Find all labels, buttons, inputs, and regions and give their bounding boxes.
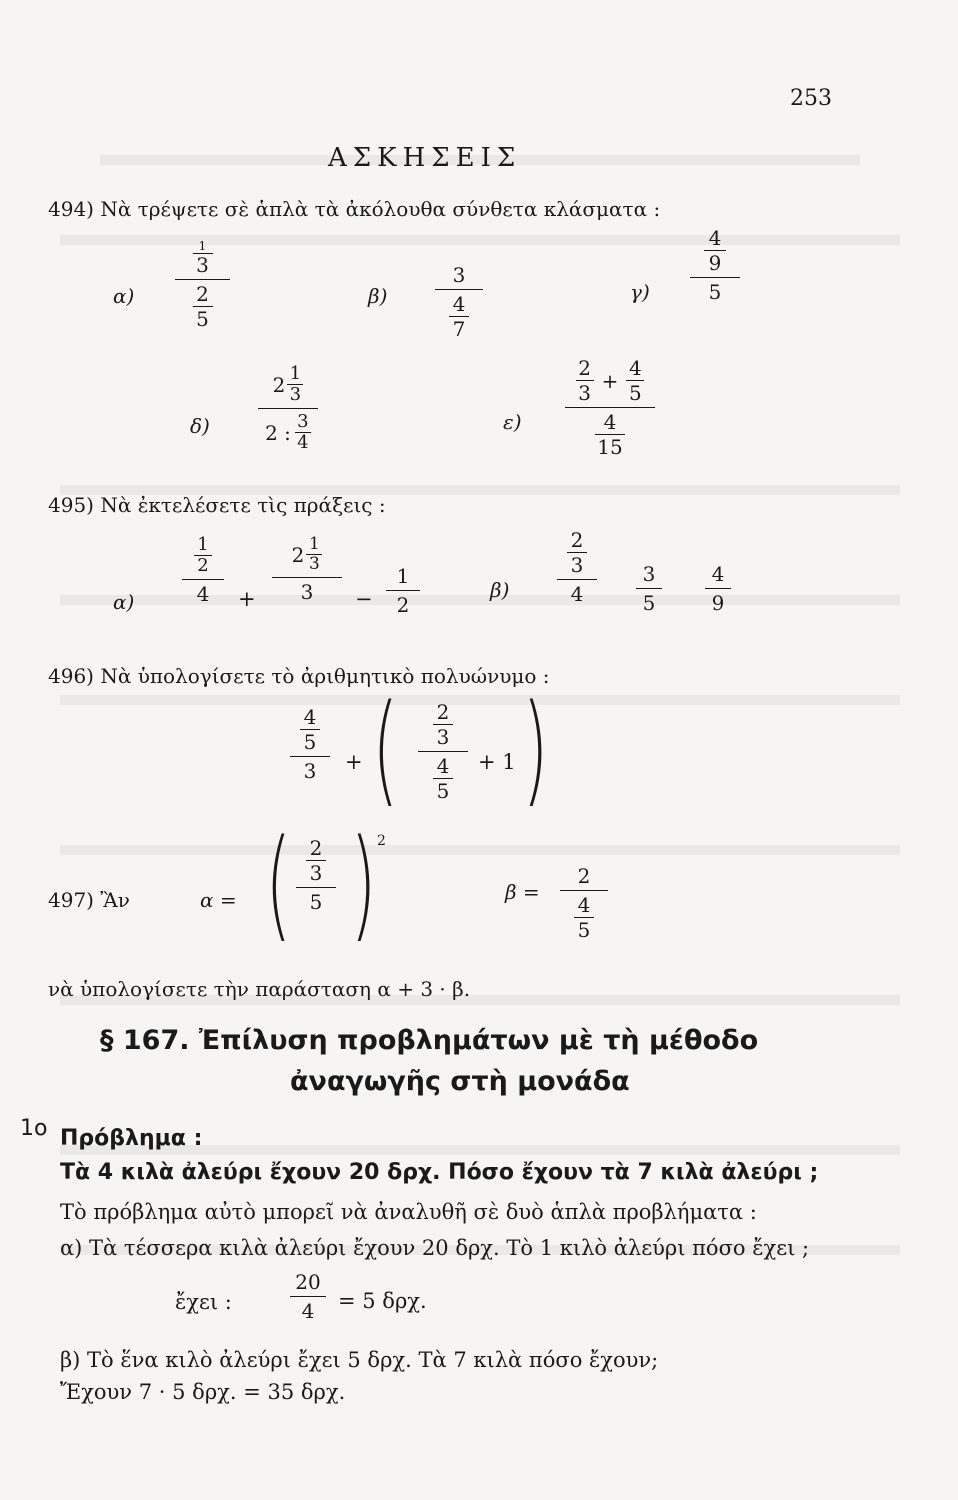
den: 2 [396, 593, 410, 617]
num: 3 [297, 411, 309, 432]
num: 1 [308, 534, 320, 554]
den: 5 [629, 381, 642, 405]
right-paren: ) [350, 815, 377, 954]
num: 2 [577, 864, 591, 888]
problem-number: 1ο [20, 1116, 48, 1141]
den: 4 [196, 582, 210, 606]
right-paren: ) [522, 680, 549, 819]
problem-statement: Τὰ 4 κιλὰ ἀλεύρι ἔχουν 20 δρχ. Πόσο ἔχουν τὰ 7 κιλὰ ἀλεύρι ; [60, 1160, 819, 1185]
den2: 7 [452, 317, 466, 341]
item-b-label: β) [490, 578, 510, 602]
fraction-495a2 [272, 536, 342, 602]
fraction-496-left [290, 707, 330, 781]
result-b: Ἔχουν 7 · 5 δρχ. = 35 δρχ. [60, 1380, 346, 1404]
alpha-equals: α = [200, 888, 237, 912]
num: 2 [570, 528, 584, 552]
fraction-494b [435, 265, 483, 339]
den: 3 [289, 384, 302, 405]
problem-intro: Τὸ πρόβλημα αὐτὸ μπορεῖ νὰ ἀναλυθῆ σὲ δυὸ ἁπλὰ προβλήματα : [60, 1200, 757, 1224]
num2: 5 [303, 730, 317, 754]
fraction-494c [690, 228, 740, 302]
den2: 5 [436, 779, 450, 803]
den2: 5 [196, 307, 209, 331]
num2: 3 [570, 553, 584, 577]
num: 3 [642, 562, 656, 586]
exponent: 2 [377, 833, 386, 849]
exercise-495-label: 495) Νὰ ἐκτελέσετε τὶς πράξεις : [48, 493, 386, 517]
item-a-label: α) [113, 590, 135, 614]
item-c-label: γ) [630, 280, 650, 304]
den: 4 [577, 893, 591, 917]
den: 15 [597, 435, 623, 459]
den: 3 [303, 759, 317, 783]
fraction-497-alpha [296, 838, 336, 912]
num: 4 [603, 410, 617, 434]
fraction-495a3 [386, 566, 420, 615]
num2: 3 [196, 253, 209, 277]
fraction-495b1 [557, 530, 597, 604]
den: 5 [309, 890, 323, 914]
fraction-497-beta [560, 866, 608, 940]
num: 1 [197, 534, 209, 555]
fraction-496-inner [418, 702, 468, 801]
den: 4 [301, 1299, 315, 1323]
plus-one: + 1 [478, 750, 516, 774]
beta-equals: β = [505, 880, 540, 904]
has-label: ἔχει : [175, 1290, 232, 1314]
den: 4 [297, 432, 309, 453]
section-title-line1: § 167. Ἐπίλυση προβλημάτων μὲ τὴ μέθοδο [100, 1025, 759, 1056]
num2: 3 [309, 861, 323, 885]
den: 3 [578, 381, 591, 405]
whole: 2 [272, 372, 286, 397]
plus-sign: + [345, 750, 363, 774]
left-paren: ( [372, 680, 399, 819]
num: 3 [452, 263, 466, 287]
den: 4 [570, 582, 584, 606]
den: 9 [711, 591, 725, 615]
num: 1 [289, 363, 302, 384]
num: 2 [309, 836, 323, 860]
item-a-label: α) [113, 284, 135, 308]
num: 1 [396, 564, 410, 588]
plus: + [601, 368, 619, 393]
fraction-495b3 [705, 564, 731, 613]
den: 3 [308, 554, 320, 574]
fraction-494e [565, 358, 655, 457]
item-d-label: δ) [190, 414, 210, 438]
fraction-494a [175, 240, 230, 329]
fraction-495a1 [182, 536, 224, 604]
num: 1 [198, 239, 207, 253]
den: 5 [708, 280, 722, 304]
divide: 2 : [265, 420, 291, 445]
result-a: = 5 δρχ. [338, 1289, 427, 1313]
fraction-495b2 [636, 564, 662, 613]
item-b-label: β) [368, 284, 388, 308]
page-number: 253 [790, 86, 832, 111]
problem-step-a: α) Τὰ τέσσερα κιλὰ ἀλεύρι ἔχουν 20 δρχ. Τὸ 1 κιλὸ ἀλεύρι πόσο ἔχει ; [60, 1236, 810, 1260]
exercise-496-label: 496) Νὰ ὑπολογίσετε τὸ ἀριθμητικὸ πολυώνυμο : [48, 664, 550, 688]
num: 4 [708, 226, 722, 250]
exercises-heading: ΑΣΚΗΣΕΙΣ [328, 143, 522, 173]
whole: 2 [291, 542, 305, 567]
num: 4 [629, 356, 642, 380]
plus-sign: + [238, 587, 256, 611]
problem-step-b: β) Τὸ ἕνα κιλὸ ἀλεύρι ἔχει 5 δρχ. Τὰ 7 κιλὰ πόσο ἔχουν; [60, 1348, 659, 1372]
fraction-494d [258, 365, 318, 452]
exercise-497-tail: νὰ ὑπολογίσετε τὴν παράσταση α + 3 · β. [48, 977, 471, 1001]
num2: 3 [436, 725, 450, 749]
exercise-497-label: 497) Ἂν [48, 888, 130, 912]
num: 2 [578, 356, 591, 380]
num: 4 [711, 562, 725, 586]
num2: 9 [708, 251, 722, 275]
num: 20 [295, 1270, 321, 1294]
problem-label: Πρόβλημα : [60, 1126, 203, 1151]
fraction-20-over-4 [290, 1272, 326, 1321]
den: 4 [436, 754, 450, 778]
item-e-label: ε) [503, 410, 522, 434]
num: 4 [303, 705, 317, 729]
den: 5 [642, 591, 656, 615]
num: 2 [436, 700, 450, 724]
den2: 5 [577, 918, 591, 942]
num2: 2 [197, 555, 209, 576]
den: 4 [452, 292, 466, 316]
minus-sign: − [355, 587, 373, 611]
den: 2 [196, 282, 209, 306]
section-title-line2: ἀναγωγῆς στὴ μονάδα [290, 1066, 630, 1097]
den: 3 [300, 580, 314, 604]
left-paren: ( [265, 815, 292, 954]
exercise-494-label: 494) Νὰ τρέψετε σὲ ἁπλὰ τὰ ἀκόλουθα σύνθετα κλάσματα : [48, 197, 661, 221]
